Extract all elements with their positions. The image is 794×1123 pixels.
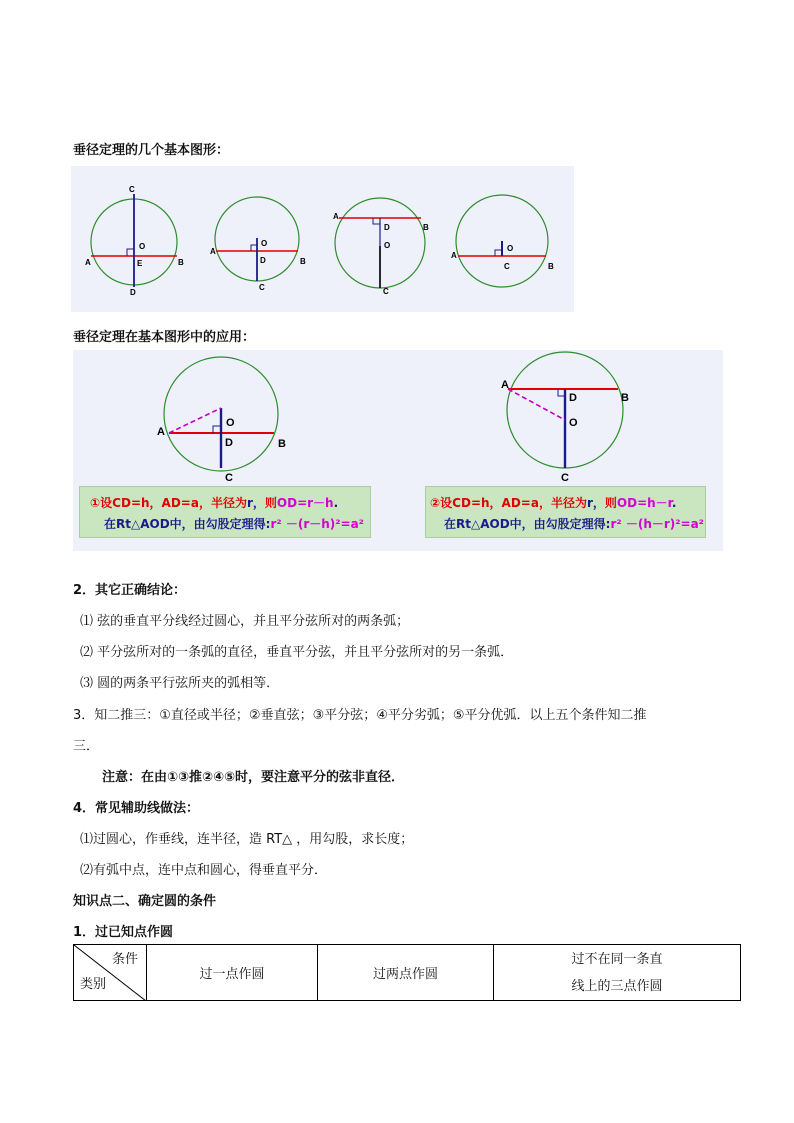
label-D: D — [260, 256, 266, 265]
aux-lines-title: 4．常见辅助线做法： — [73, 801, 200, 816]
label-A: A — [501, 379, 509, 391]
knowledge2-sub: 1．过已知点作圆 — [73, 925, 174, 940]
label-E: E — [137, 259, 143, 268]
know-two-line2: 三． — [73, 739, 100, 754]
label-B: B — [423, 223, 429, 232]
figure-1 — [85, 185, 184, 297]
label-O: O — [569, 417, 578, 429]
label-C: C — [259, 283, 265, 292]
conclusion-item-2: ⑵ 平分弦所对的一条弧的直径，垂直平分弦，并且平分弦所对的另一条弧． — [80, 645, 514, 660]
label-O: O — [384, 241, 391, 250]
formula-box-1-line2: 在Rt△AOD中，由勾股定理得:r² －(r－h)²=a² — [104, 517, 364, 531]
table-col-three-points: 过不在同一条直 线上的三点作圆 — [494, 945, 741, 1001]
label-A: A — [210, 247, 216, 256]
table-diagonal-header — [74, 945, 147, 1001]
basic-figures-diagram — [71, 166, 574, 312]
figure-2 — [210, 197, 306, 292]
knowledge2-title: 知识点二、确定圆的条件 — [73, 894, 217, 909]
label-C: C — [383, 287, 389, 296]
formula-box-1 — [79, 486, 371, 538]
label-O: O — [261, 239, 268, 248]
label-C: C — [504, 262, 510, 271]
label-C: C — [561, 472, 569, 484]
label-B: B — [300, 257, 306, 266]
application-title: 垂径定理在基本图形中的应用： — [73, 330, 256, 345]
conclusion-item-1: ⑴ 弦的垂直平分线经过圆心，并且平分弦所对的两条弧； — [80, 614, 410, 629]
conclusions-title: 2．其它正确结论： — [73, 583, 187, 598]
aux-lines-item-2: ⑵有弧中点，连中点和圆心，得垂直平分． — [80, 863, 328, 878]
basic-figures-title: 垂径定理的几个基本图形： — [73, 143, 230, 158]
formula-box-1-line1: ①设CD=h，AD=a，半径为r，则OD=r－h. — [90, 496, 339, 510]
label-D: D — [130, 288, 136, 297]
label-B: B — [548, 262, 554, 271]
label-A: A — [157, 426, 165, 438]
label-D: D — [384, 223, 390, 232]
label-D: D — [569, 392, 577, 404]
table-col-two-points: 过两点作圆 — [318, 945, 494, 1001]
conclusion-item-3: ⑶ 圆的两条平行弦所夹的弧相等． — [80, 676, 280, 691]
label-B: B — [178, 258, 184, 267]
label-B: B — [621, 392, 629, 404]
aux-lines-item-1: ⑴过圆心，作垂线，连半径，造 RT△ ，用勾股，求长度； — [80, 832, 414, 847]
label-C: C — [129, 185, 135, 194]
application-panel — [73, 350, 723, 551]
figure-3 — [333, 198, 429, 296]
application-figure-2 — [501, 352, 629, 484]
know-two-line1: 3．知二推三：①直径或半径；②垂直弦；③平分弦；④平分劣弧；⑤平分优弧．以上五个条件知二推 — [73, 708, 647, 723]
label-B: B — [278, 438, 286, 450]
table-header-category: 类别 — [80, 977, 107, 992]
label-O: O — [507, 244, 514, 253]
label-O: O — [226, 417, 235, 429]
formula-box-2-line2: 在Rt△AOD中，由勾股定理得:r² －(h－r)²=a² — [444, 517, 704, 531]
basic-figures-panel — [71, 166, 574, 312]
formula-box-2-line1: ②设CD=h，AD=a，半径为r，则OD=h－r. — [430, 496, 677, 510]
label-A: A — [85, 258, 91, 267]
application-figure-1 — [157, 357, 286, 484]
label-A: A — [451, 251, 457, 260]
circle-conditions-table — [73, 944, 741, 1001]
label-A: A — [333, 212, 339, 221]
table-header-condition: 条件 — [111, 952, 138, 967]
label-D: D — [225, 437, 233, 449]
formula-box-2 — [425, 486, 706, 538]
figure-4 — [451, 195, 554, 287]
label-O: O — [139, 242, 146, 251]
know-two-note: 注意：在由①③推②④⑤时，要注意平分的弦非直径． — [102, 770, 405, 785]
table-col-one-point: 过一点作圆 — [147, 945, 318, 1001]
label-C: C — [225, 472, 233, 484]
